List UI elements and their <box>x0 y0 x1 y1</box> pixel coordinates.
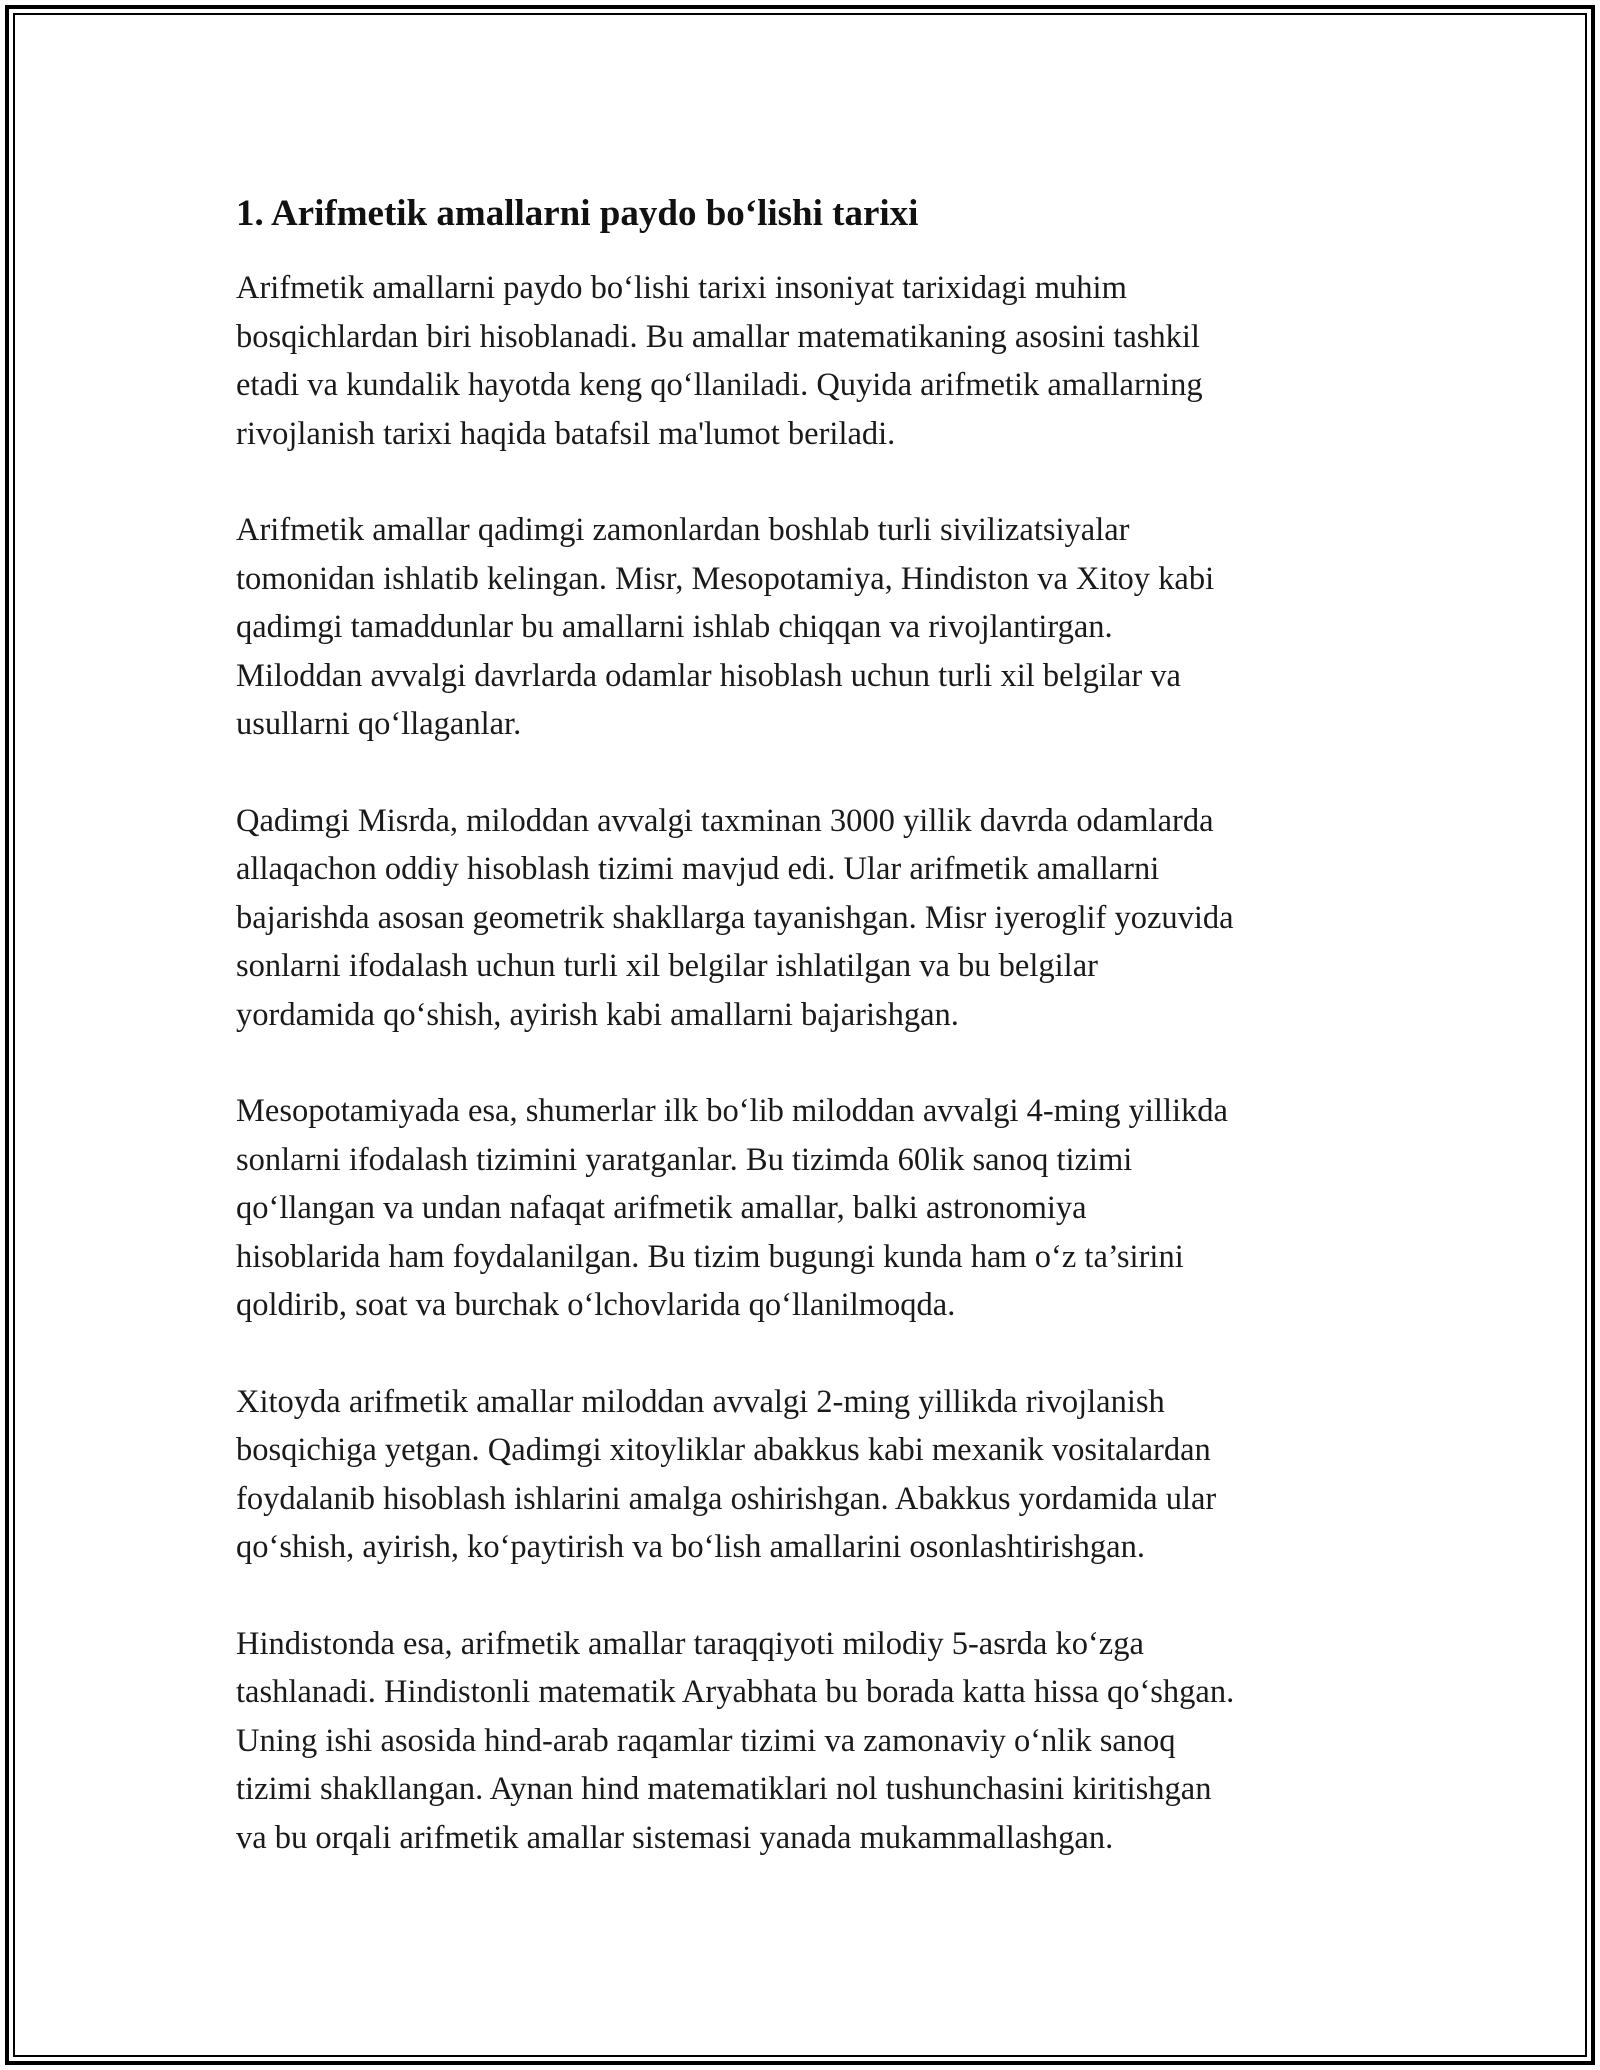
text-line: tomonidan ishlatib kelingan. Misr, Mesopotamiya, Hindiston va Xitoy kabi <box>236 560 1215 597</box>
text-line: Mesopotamiyada esa, shumerlar ilk bo‘lib miloddan avvalgi 4-ming yillikda <box>236 1093 1228 1129</box>
text-line: Uning ishi asosida hind-arab raqamlar tizimi va zamonaviy o‘nlik sanoq <box>236 1722 1176 1759</box>
text-line: usullarni qo‘llaganlar. <box>236 706 522 742</box>
paragraph-china <box>236 1378 1376 1572</box>
text-line: Miloddan avvalgi davrlarda odamlar hisoblash uchun turli xil belgilar va <box>236 657 1181 694</box>
text-line: Hindistonda esa, arifmetik amallar taraqqiyoti milodiy 5-asrda ko‘zga <box>236 1625 1144 1662</box>
text-line: etadi va kundalik hayotda keng qo‘llaniladi. Quyida arifmetik amallarning <box>236 367 1203 403</box>
paragraph-india <box>236 1620 1376 1863</box>
text-line: tashlanadi. Hindistonli matematik Aryabhata bu borada katta hissa qo‘shgan. <box>236 1674 1235 1710</box>
text-line: Xitoyda arifmetik amallar miloddan avvalgi 2-ming yillikda rivojlanish <box>236 1383 1165 1420</box>
section-heading: 1. Arifmetik amallarni paydo bo‘lishi tarixi <box>236 193 919 234</box>
text-line: bajarishda asosan geometrik shakllarga tayanishgan. Misr iyeroglif yozuvida <box>236 899 1234 936</box>
text-line: qo‘llangan va undan nafaqat arifmetik amallar, balki astronomiya <box>236 1190 1087 1226</box>
text-line: Arifmetik amallar qadimgi zamonlardan boshlab turli sivilizatsiyalar <box>236 512 1130 548</box>
text-line: qadimgi tamaddunlar bu amallarni ishlab chiqqan va rivojlantirgan. <box>236 609 1113 645</box>
document-body <box>236 188 1376 1910</box>
paragraph-civilizations <box>236 506 1376 749</box>
text-line: yordamida qo‘shish, ayirish kabi amallarni bajarishgan. <box>236 996 959 1033</box>
text-line: bosqichiga yetgan. Qadimgi xitoyliklar abakkus kabi mexanik vositalardan <box>236 1432 1211 1468</box>
text-line: va bu orqali arifmetik amallar sistemasi yanada mukammallashgan. <box>236 1819 1114 1856</box>
text-line: Qadimgi Misrda, miloddan avvalgi taxminan 3000 yillik davrda odamlarda <box>236 802 1214 839</box>
paragraph-egypt <box>236 797 1376 1040</box>
text-line: qoldirib, soat va burchak o‘lchovlarida qo‘llanilmoqda. <box>236 1287 956 1323</box>
text-line: bosqichlardan biri hisoblanadi. Bu amallar matematikaning asosini tashkil <box>236 318 1200 355</box>
text-line: Arifmetik amallarni paydo bo‘lishi tarixi insoniyat tarixidagi muhim <box>236 270 1127 306</box>
text-line: sonlarni ifodalash uchun turli xil belgilar ishlatilgan va bu belgilar <box>236 948 1098 984</box>
text-line: tizimi shakllangan. Aynan hind matematiklari nol tushunchasini kiritishgan <box>236 1771 1212 1807</box>
text-line: sonlarni ifodalash tizimini yaratganlar. Bu tizimda 60lik sanoq tizimi <box>236 1141 1133 1178</box>
paragraph-intro <box>236 264 1376 458</box>
paragraph-mesopotamia <box>236 1087 1376 1330</box>
text-line: foydalanib hisoblash ishlarini amalga oshirishgan. Abakkus yordamida ular <box>236 1480 1217 1517</box>
text-line: hisoblarida ham foydalanilgan. Bu tizim bugungi kunda ham o‘z ta’sirini <box>236 1238 1184 1275</box>
text-line: rivojlanish tarixi haqida batafsil ma'lumot beriladi. <box>236 415 896 452</box>
text-line: allaqachon oddiy hisoblash tizimi mavjud edi. Ular arifmetik amallarni <box>236 851 1160 887</box>
text-line: qo‘shish, ayirish, ko‘paytirish va bo‘lish amallarini osonlashtirishgan. <box>236 1529 1145 1565</box>
